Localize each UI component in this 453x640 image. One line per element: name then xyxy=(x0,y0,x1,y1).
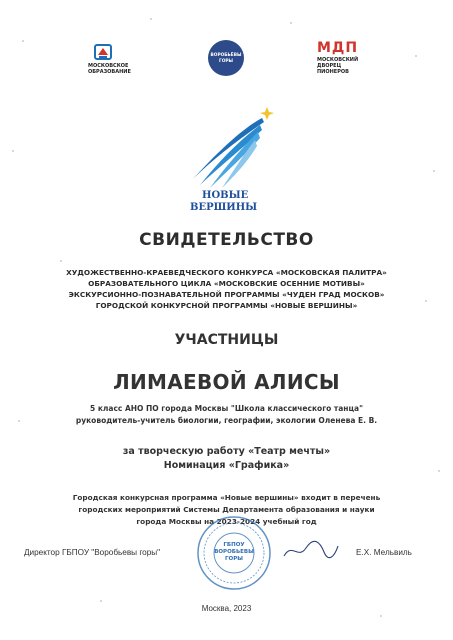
palace-text-3: ПИОНЕРОВ xyxy=(317,69,349,75)
moscow-palace-pioneers-logo xyxy=(317,40,377,84)
subtitle-line: ГОРОДСКОЙ КОНКУРСНОЙ ПРОГРАММЫ «НОВЫЕ ВЕРШИНЫ» xyxy=(95,301,358,310)
palace-text-2: ДВОРЕЦ xyxy=(317,63,342,69)
vorobyovy-gory-logo xyxy=(208,40,244,76)
program-line: города Москвы на 2023-2024 учебный год xyxy=(136,517,317,526)
vorobyovy-gory-text-2: ГОРЫ xyxy=(219,59,233,64)
vorobyovy-gory-text-1: ВОРОБЬЁВЫ xyxy=(210,53,242,58)
emblem-text-2: ВЕРШИНЫ xyxy=(190,202,258,213)
moscow-education-text: МОСКОВСКОЕ ОБРАЗОВАНИЕ xyxy=(88,63,131,75)
palace-text-1: МОСКОВСКИЙ xyxy=(317,57,359,63)
moscow-education-logo xyxy=(88,44,148,74)
palace-brand-mark: МДП xyxy=(317,40,359,56)
signer-position: Директор ГБПОУ "Воробьевы горы" xyxy=(24,548,161,557)
certificate-title: СВИДЕТЕЛЬСТВО xyxy=(139,230,314,250)
handwritten-signature-icon xyxy=(280,538,340,562)
stamp-text-3: ГОРЫ xyxy=(225,556,243,562)
subtitle-line: ЭКСКУРСИОННО-ПОЗНАВАТЕЛЬНОЙ ПРОГРАММЫ «ЧУДЕН ГРАД МОСКОВ» xyxy=(68,290,385,299)
swoosh-star-icon xyxy=(180,100,280,190)
moscow-education-icon xyxy=(94,44,112,62)
work-title: за творческую работу «Театр мечты» xyxy=(122,446,331,457)
emblem-text-1: НОВЫЕ xyxy=(202,190,249,201)
school-info-line: 5 класс АНО ПО города Москвы "Школа классического танца" xyxy=(89,404,364,413)
subtitle-line: ХУДОЖЕСТВЕННО-КРАЕВЕДЧЕСКОГО КОНКУРСА «МОСКОВСКАЯ ПАЛИТРА» xyxy=(66,268,387,277)
program-line: городских мероприятий Системы Департамента образования и науки xyxy=(78,505,375,514)
city-year: Москва, 2023 xyxy=(201,604,252,613)
subtitle-line: ОБРАЗОВАТЕЛЬНОГО ЦИКЛА «МОСКОВСКИЕ ОСЕННИЕ МОТИВЫ» xyxy=(88,279,365,288)
participant-name: ЛИМАЕВОЙ АЛИСЫ xyxy=(113,370,340,394)
program-line: Городская конкурсная программа «Новые вершины» входит в перечень xyxy=(72,493,381,502)
teacher-info-line: руководитель-учитель биологии, географии, экологии Оленева Е. В. xyxy=(75,416,378,425)
stamp-text-2: ВОРОБЬЕВЫ xyxy=(214,549,254,555)
stamp-text-1: ГБПОУ xyxy=(223,542,245,548)
signer-name: Е.Х. Мельвиль xyxy=(356,548,412,557)
nomination: Номинация «Графика» xyxy=(163,460,290,471)
participant-label: УЧАСТНИЦЫ xyxy=(174,332,279,348)
novye-vershiny-emblem xyxy=(180,100,280,220)
official-stamp xyxy=(196,515,272,591)
